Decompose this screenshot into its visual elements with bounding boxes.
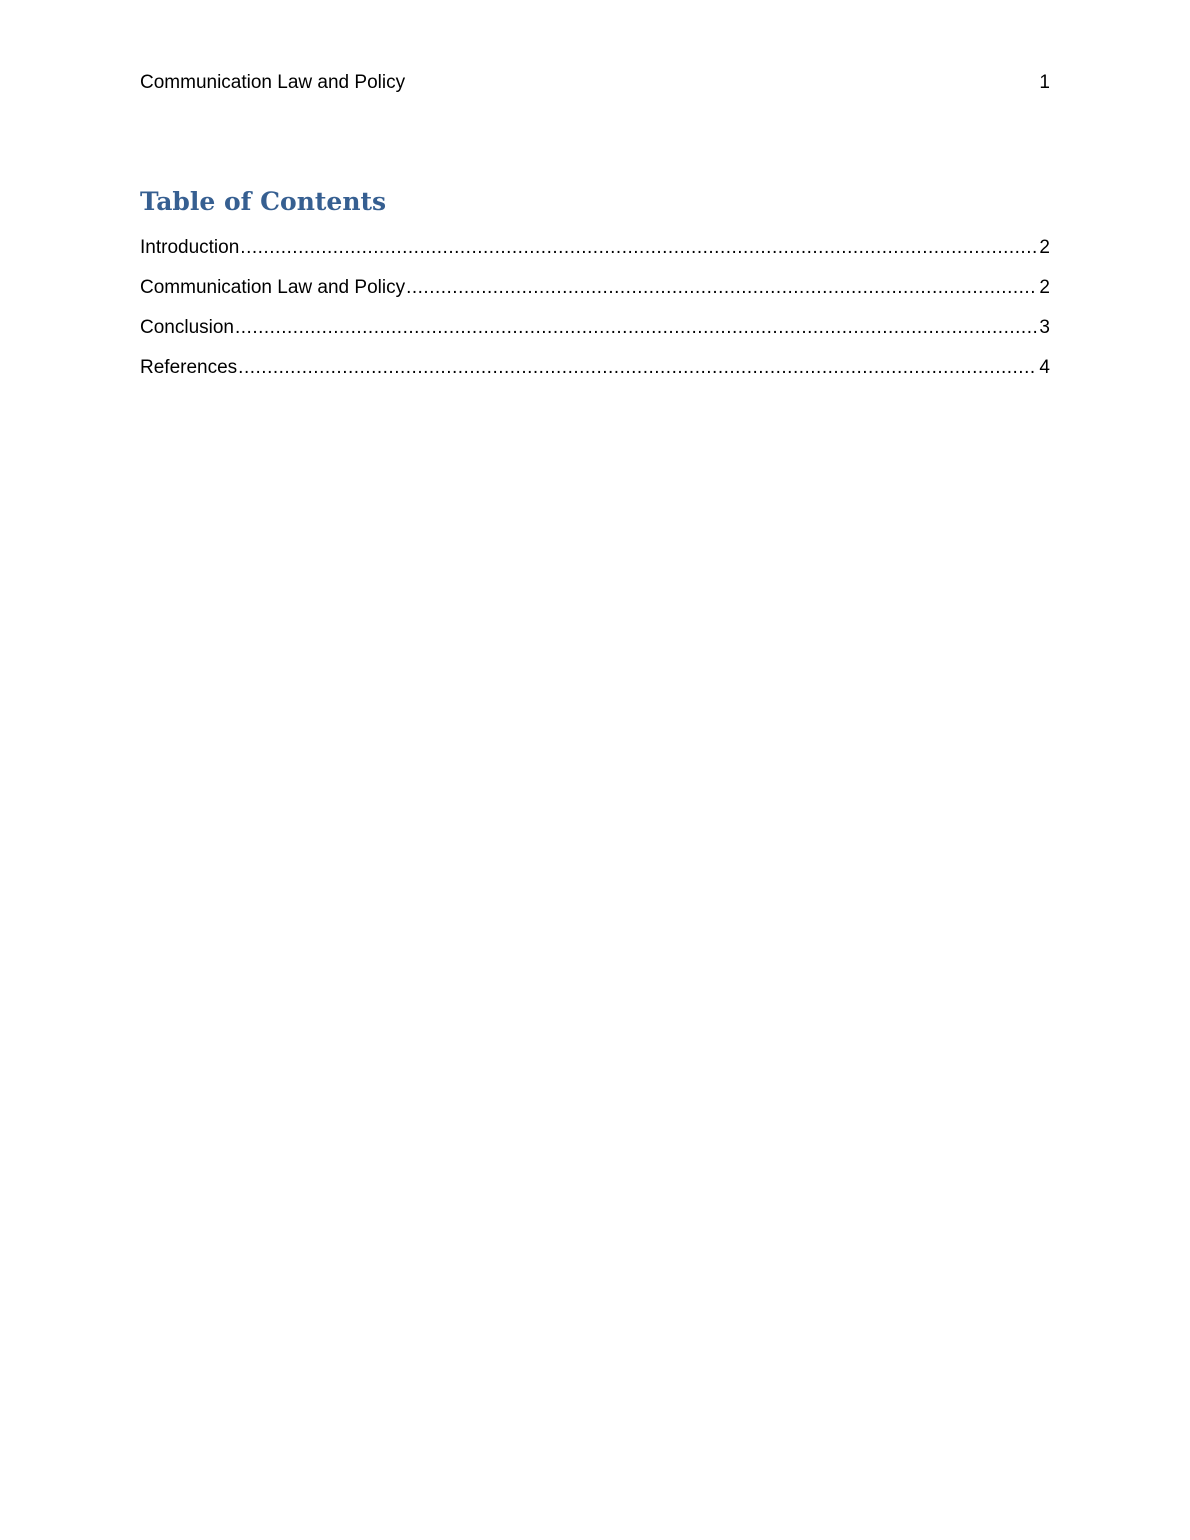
- toc-entry-page: 2: [1039, 237, 1050, 258]
- toc-entry-references[interactable]: [140, 355, 1050, 395]
- header-page-number: 1: [1039, 72, 1050, 93]
- toc-dot-leader: [240, 235, 1037, 261]
- toc-entry-page: 4: [1039, 357, 1050, 378]
- toc-entry-conclusion[interactable]: [140, 315, 1050, 355]
- toc-entry-page: 2: [1039, 277, 1050, 298]
- toc-entry-page: 3: [1039, 317, 1050, 338]
- toc-entry-label: References: [140, 357, 238, 378]
- toc-entry-label: Introduction: [140, 237, 240, 258]
- toc-heading: Table of Contents: [140, 187, 387, 216]
- toc-entry-label: Conclusion: [140, 317, 234, 338]
- toc-dot-leader: [406, 275, 1037, 301]
- toc-dot-leader: [235, 315, 1037, 341]
- toc-entry-label: Communication Law and Policy: [140, 277, 406, 298]
- toc-list: [140, 235, 1050, 395]
- toc-entry-communication-law-and-policy[interactable]: [140, 275, 1050, 315]
- toc-dot-leader: [238, 355, 1037, 381]
- toc-entry-introduction[interactable]: [140, 235, 1050, 275]
- header-title: Communication Law and Policy: [140, 72, 406, 93]
- page-header: [140, 70, 1050, 96]
